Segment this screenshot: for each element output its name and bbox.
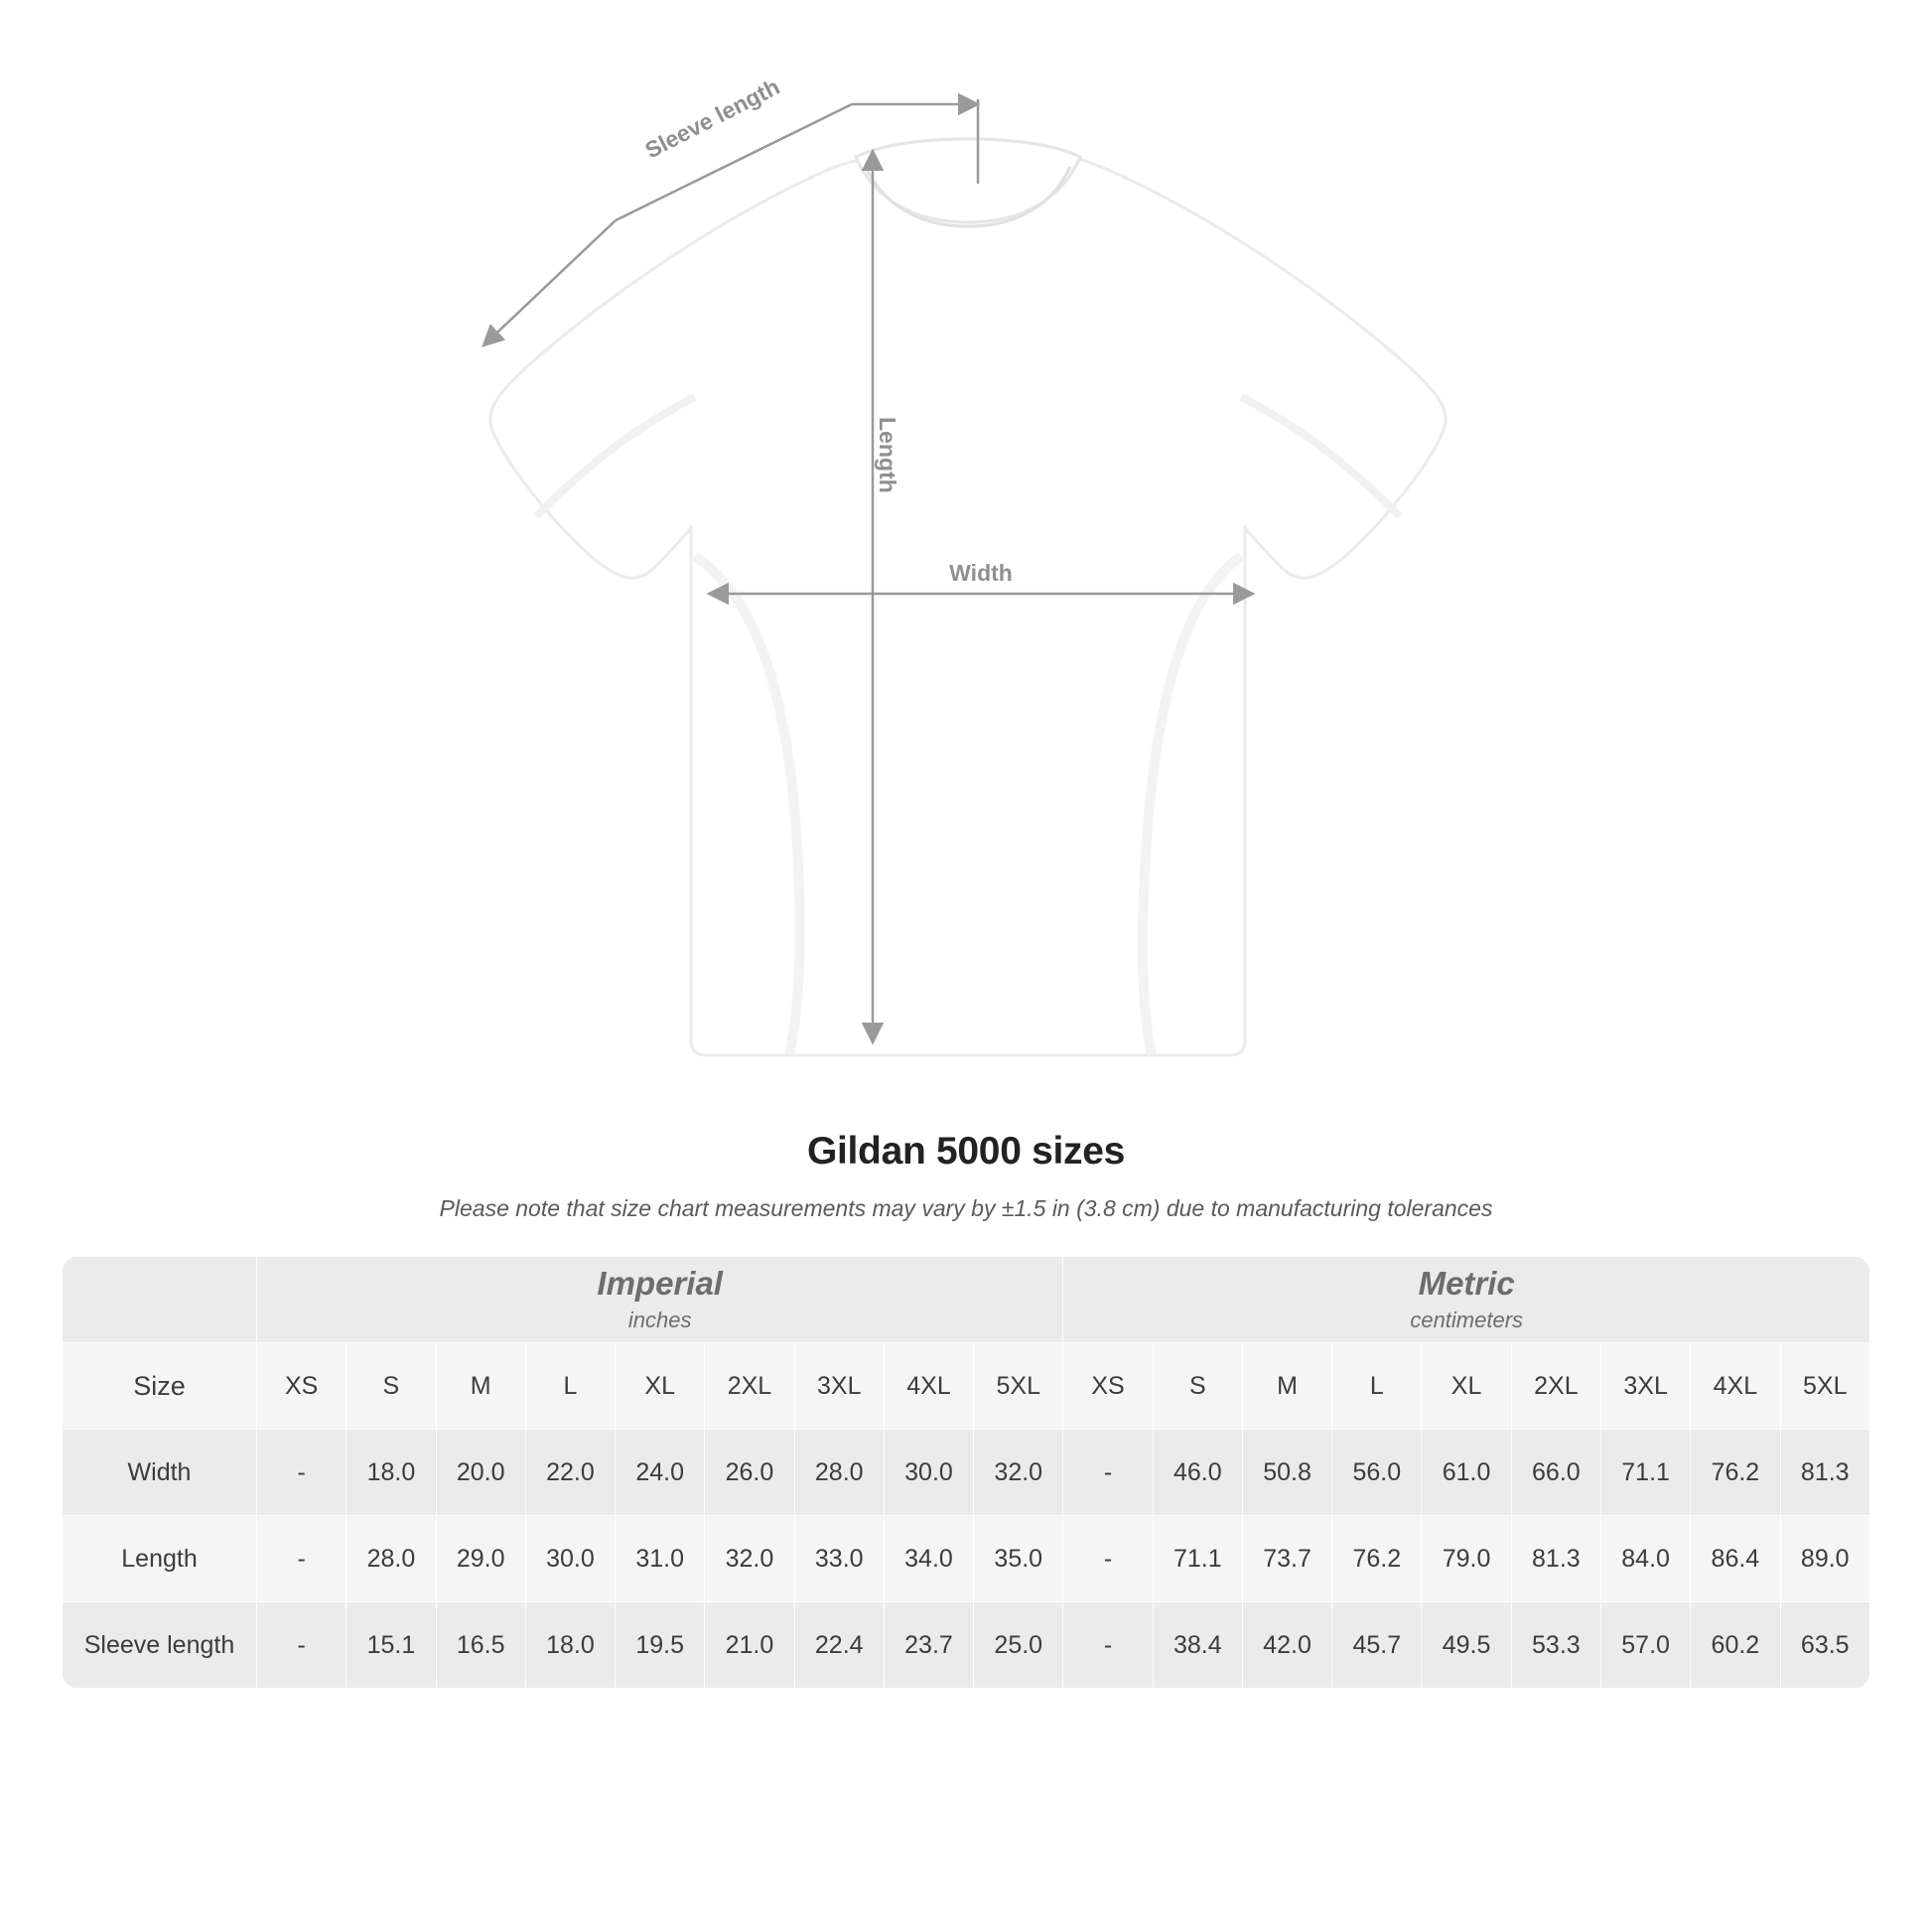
- unit-header-row: [63, 1257, 1870, 1343]
- cell-sleeve-metric-m: 42.0: [1242, 1602, 1331, 1689]
- header-metric-m: M: [1242, 1343, 1331, 1430]
- cell-sleeve-metric-xl: 49.5: [1422, 1602, 1511, 1689]
- header-imperial-m: M: [436, 1343, 525, 1430]
- cell-width-imperial-l: 22.0: [525, 1430, 615, 1516]
- cell-sleeve-imperial-xs: -: [257, 1602, 346, 1689]
- cell-sleeve-imperial-4xl: 23.7: [884, 1602, 973, 1689]
- size-table: [62, 1256, 1870, 1689]
- cell-width-metric-3xl: 71.1: [1600, 1430, 1690, 1516]
- cell-length-imperial-l: 30.0: [525, 1516, 615, 1602]
- header-metric-3xl: 3XL: [1600, 1343, 1690, 1430]
- cell-sleeve-imperial-5xl: 25.0: [974, 1602, 1063, 1689]
- cell-sleeve-metric-5xl: 63.5: [1780, 1602, 1869, 1689]
- cell-length-metric-3xl: 84.0: [1600, 1516, 1690, 1602]
- cell-length-imperial-s: 28.0: [346, 1516, 436, 1602]
- table-row: [63, 1430, 1870, 1516]
- table-row: [63, 1602, 1870, 1689]
- cell-width-imperial-m: 20.0: [436, 1430, 525, 1516]
- cell-length-metric-xl: 79.0: [1422, 1516, 1511, 1602]
- cell-width-imperial-3xl: 28.0: [794, 1430, 884, 1516]
- cell-width-metric-s: 46.0: [1153, 1430, 1242, 1516]
- cell-length-metric-m: 73.7: [1242, 1516, 1331, 1602]
- cell-length-imperial-3xl: 33.0: [794, 1516, 884, 1602]
- cell-width-imperial-5xl: 32.0: [974, 1430, 1063, 1516]
- cell-width-imperial-xl: 24.0: [616, 1430, 705, 1516]
- cell-length-metric-2xl: 81.3: [1511, 1516, 1600, 1602]
- size-table-wrapper: [62, 1256, 1870, 1689]
- cell-sleeve-metric-s: 38.4: [1153, 1602, 1242, 1689]
- header-metric-5xl: 5XL: [1780, 1343, 1869, 1430]
- unit-group-metric-sub: centimeters: [1410, 1308, 1524, 1333]
- header-imperial-5xl: 5XL: [974, 1343, 1063, 1430]
- header-imperial-2xl: 2XL: [705, 1343, 794, 1430]
- unit-group-imperial-sub: inches: [627, 1308, 692, 1333]
- cell-length-imperial-4xl: 34.0: [884, 1516, 973, 1602]
- cell-length-metric-5xl: 89.0: [1780, 1516, 1869, 1602]
- header-imperial-xs: XS: [257, 1343, 346, 1430]
- unit-group-imperial: [257, 1257, 1063, 1343]
- header-metric-xl: XL: [1422, 1343, 1511, 1430]
- title-block: [0, 1130, 1932, 1222]
- cell-sleeve-metric-l: 45.7: [1332, 1602, 1422, 1689]
- length-label: Length: [875, 417, 900, 493]
- header-metric-s: S: [1153, 1343, 1242, 1430]
- cell-sleeve-metric-2xl: 53.3: [1511, 1602, 1600, 1689]
- cell-width-imperial-xs: -: [257, 1430, 346, 1516]
- cell-width-metric-2xl: 66.0: [1511, 1430, 1600, 1516]
- cell-width-imperial-s: 18.0: [346, 1430, 436, 1516]
- header-imperial-3xl: 3XL: [794, 1343, 884, 1430]
- page-title: Gildan 5000 sizes: [806, 1130, 1126, 1173]
- cell-length-metric-4xl: 86.4: [1691, 1516, 1780, 1602]
- cell-sleeve-metric-4xl: 60.2: [1691, 1602, 1780, 1689]
- width-label: Width: [949, 560, 1013, 586]
- header-imperial-l: L: [525, 1343, 615, 1430]
- unit-group-imperial-name: Imperial: [597, 1264, 723, 1302]
- cell-width-metric-4xl: 76.2: [1691, 1430, 1780, 1516]
- header-metric-l: L: [1332, 1343, 1422, 1430]
- header-metric-4xl: 4XL: [1691, 1343, 1780, 1430]
- sleeve-length-label: Sleeve length: [640, 72, 784, 164]
- cell-length-imperial-m: 29.0: [436, 1516, 525, 1602]
- cell-sleeve-imperial-m: 16.5: [436, 1602, 525, 1689]
- unit-group-metric-name: Metric: [1418, 1264, 1515, 1302]
- cell-width-imperial-2xl: 26.0: [705, 1430, 794, 1516]
- cell-length-metric-l: 76.2: [1332, 1516, 1422, 1602]
- header-imperial-xl: XL: [616, 1343, 705, 1430]
- cell-length-imperial-xl: 31.0: [616, 1516, 705, 1602]
- header-metric-xs: XS: [1063, 1343, 1153, 1430]
- cell-sleeve-imperial-xl: 19.5: [616, 1602, 705, 1689]
- header-imperial-4xl: 4XL: [884, 1343, 973, 1430]
- row-label-length: Length: [63, 1516, 257, 1602]
- row-label-width: Width: [63, 1430, 257, 1516]
- measurement-note: Please note that size chart measurements may vary by ±1.5 in (3.8 cm) due to manufacturing tolerances: [439, 1195, 1493, 1221]
- cell-width-metric-5xl: 81.3: [1780, 1430, 1869, 1516]
- cell-sleeve-imperial-2xl: 21.0: [705, 1602, 794, 1689]
- cell-length-metric-xs: -: [1063, 1516, 1153, 1602]
- cell-width-imperial-4xl: 30.0: [884, 1430, 973, 1516]
- cell-sleeve-imperial-3xl: 22.4: [794, 1602, 884, 1689]
- header-metric-2xl: 2XL: [1511, 1343, 1600, 1430]
- cell-length-imperial-5xl: 35.0: [974, 1516, 1063, 1602]
- header-imperial-s: S: [346, 1343, 436, 1430]
- size-header-row: [63, 1343, 1870, 1430]
- cell-width-metric-xs: -: [1063, 1430, 1153, 1516]
- header-size-label: Size: [63, 1343, 257, 1430]
- cell-length-imperial-xs: -: [257, 1516, 346, 1602]
- cell-sleeve-metric-3xl: 57.0: [1600, 1602, 1690, 1689]
- cell-sleeve-imperial-l: 18.0: [525, 1602, 615, 1689]
- cell-width-metric-l: 56.0: [1332, 1430, 1422, 1516]
- cell-width-metric-m: 50.8: [1242, 1430, 1331, 1516]
- cell-length-imperial-2xl: 32.0: [705, 1516, 794, 1602]
- cell-length-metric-s: 71.1: [1153, 1516, 1242, 1602]
- cell-sleeve-metric-xs: -: [1063, 1602, 1153, 1689]
- row-label-sleeve-length: Sleeve length: [63, 1602, 257, 1689]
- cell-sleeve-imperial-s: 15.1: [346, 1602, 436, 1689]
- cell-width-metric-xl: 61.0: [1422, 1430, 1511, 1516]
- table-row: [63, 1516, 1870, 1602]
- unit-group-metric: [1063, 1257, 1870, 1343]
- table-corner: [63, 1257, 257, 1343]
- tshirt-shape: [490, 139, 1446, 1055]
